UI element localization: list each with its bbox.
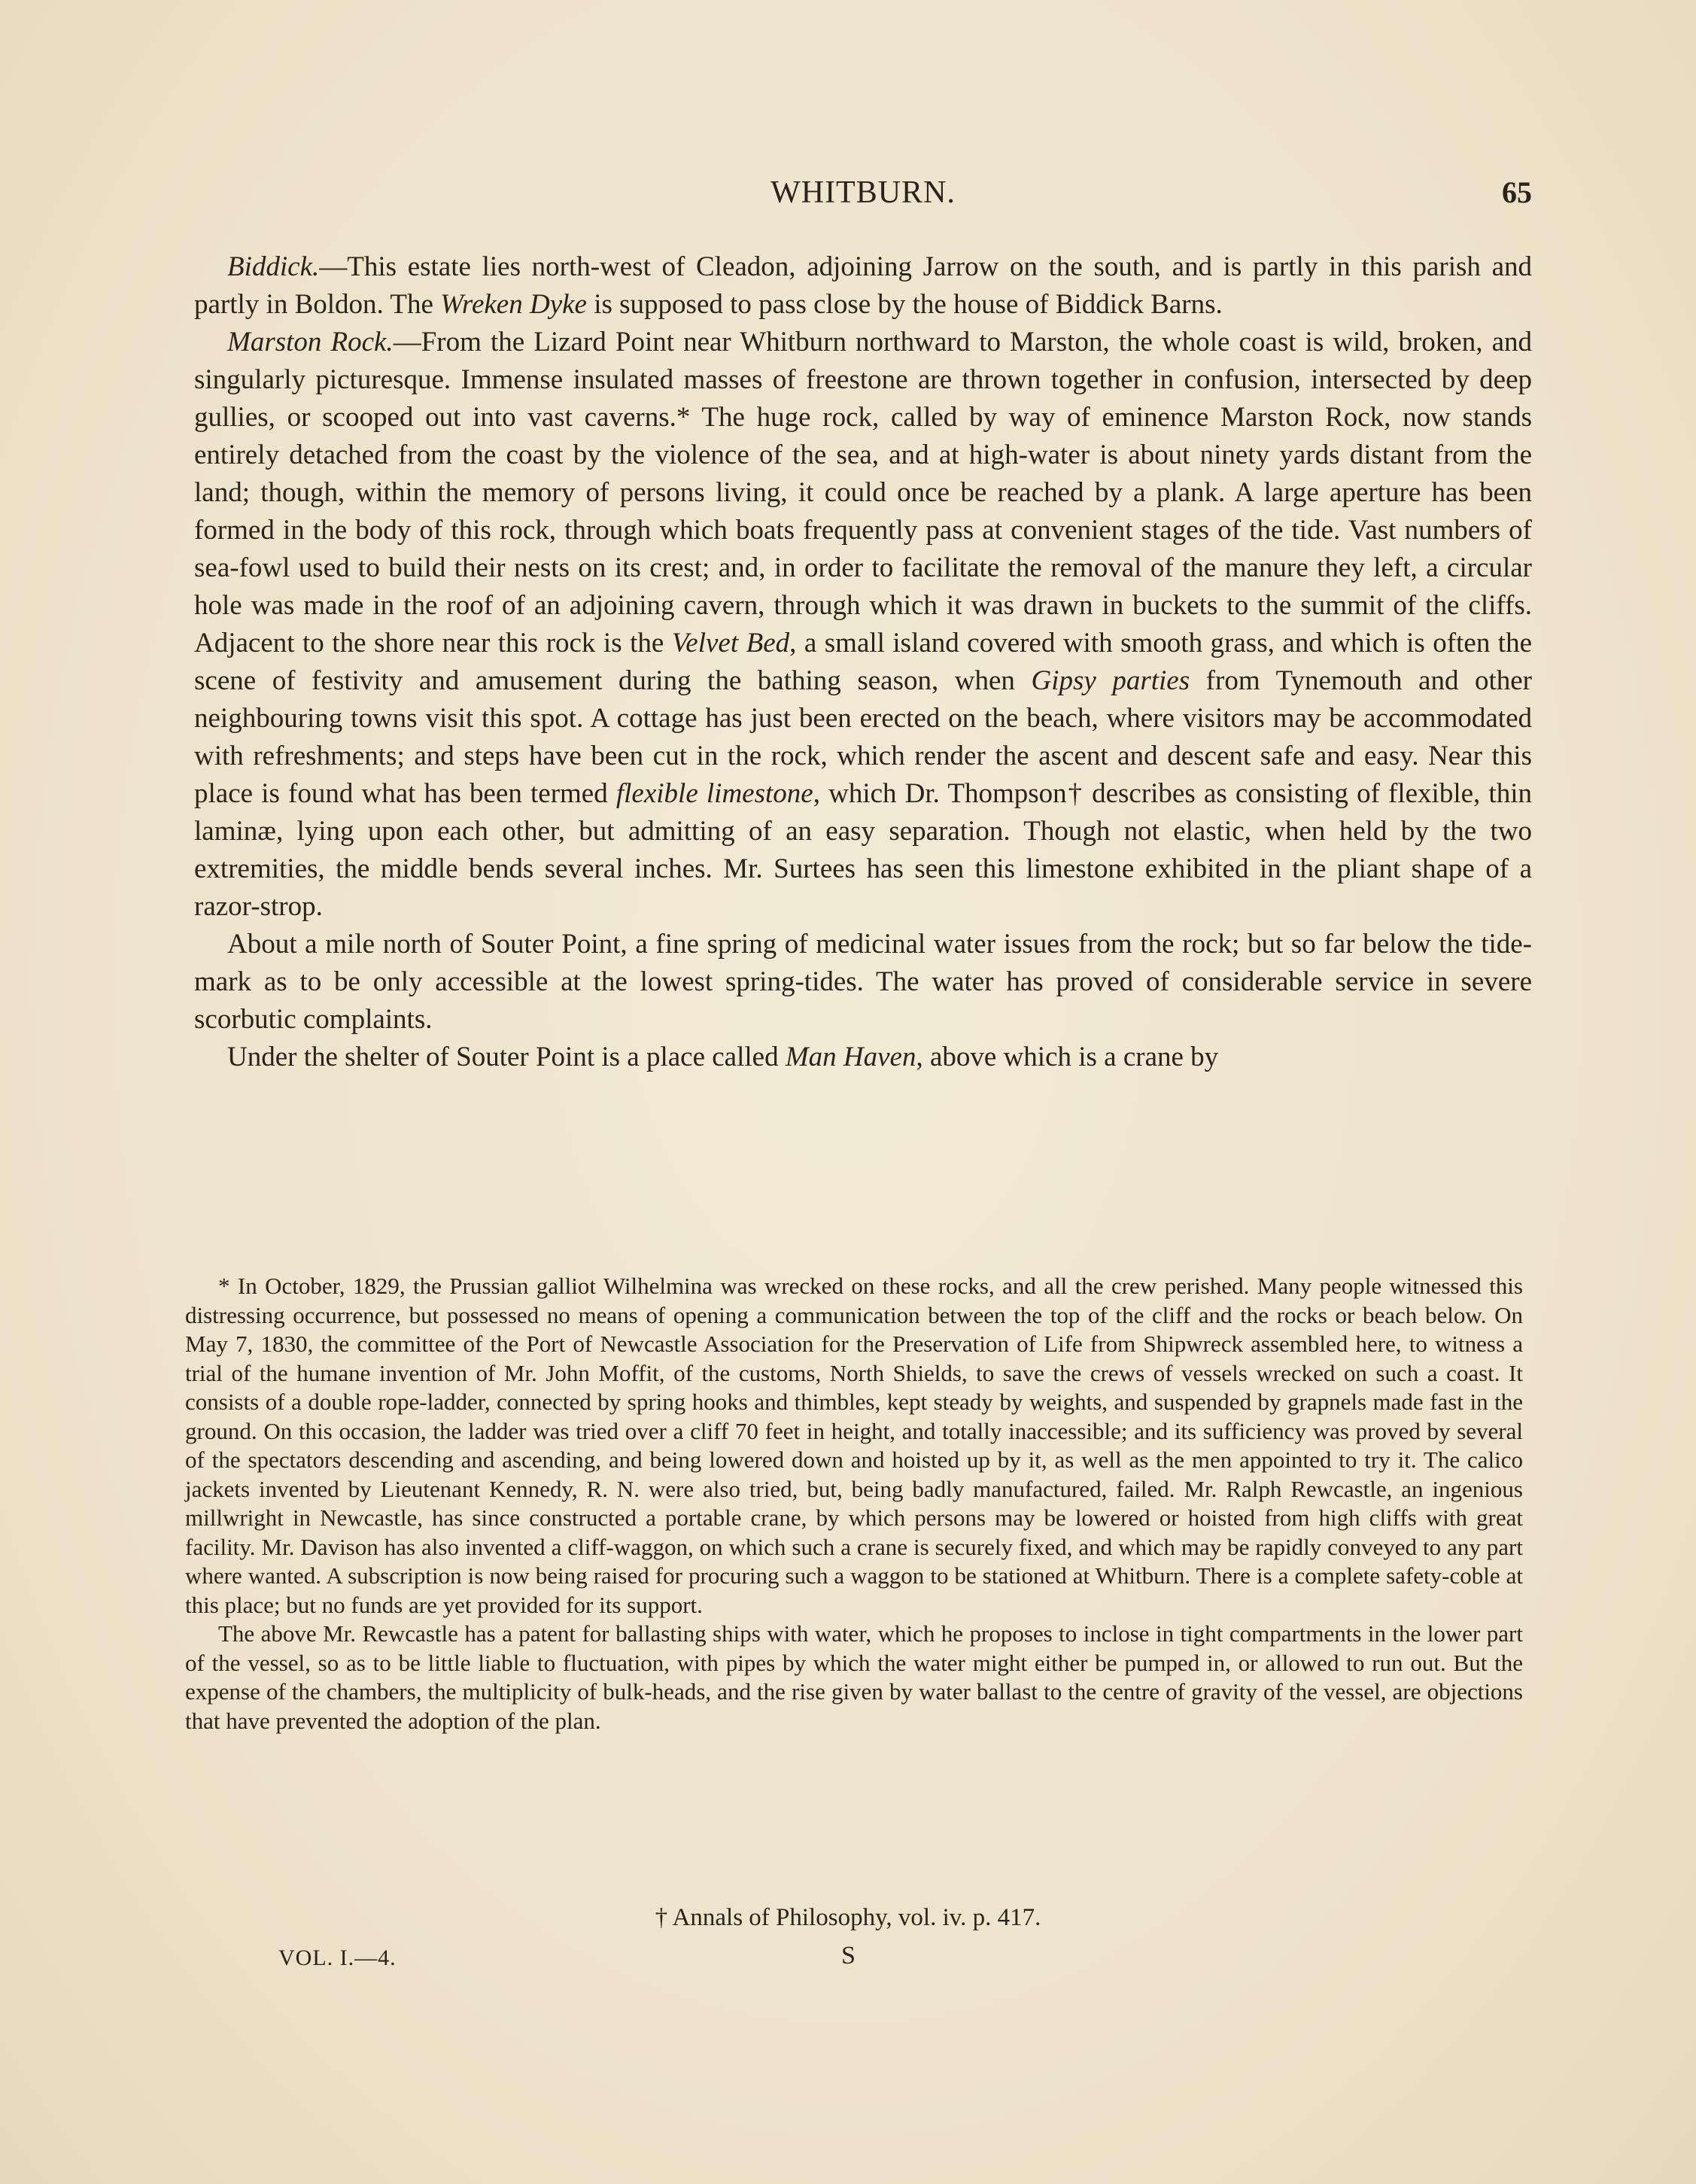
footnote-dagger: † Annals of Philosophy, vol. iv. p. 417. [655, 1904, 1041, 1931]
paragraph-text: —This estate lies north-west of Cleadon, adjoining Jarrow on the south, and is partly in this parish and partly in Boldon. The [194, 251, 1532, 320]
footnotes [185, 1272, 1523, 1735]
paragraph-text: , above which is a crane by [916, 1042, 1219, 1072]
section-heading-marston-rock: Marston Rock. [227, 327, 394, 357]
page-header [194, 175, 1532, 220]
italic-term: Gipsy parties [1031, 665, 1190, 696]
main-text [194, 248, 1532, 1076]
italic-term: Velvet Bed [671, 628, 790, 659]
section-heading-biddick: Biddick. [227, 251, 320, 282]
signature-mark: S [841, 1942, 856, 1970]
paragraph-man-haven [194, 1039, 1532, 1076]
footnote-continuation: The above Mr. Rewcastle has a patent for ballasting ships with water, which he proposes to inclose in tight compartments in the lower part of the vessel, so as to be little liable to fluctuation, with pipes by which the water might either be pumped in, or allowed to run out. But the expense of the chambers, the multiplicity of bulk-heads, and the rise given by water ballast to the centre of gravity of the vessel, are objections that have prevented the adoption of the plan. [185, 1620, 1523, 1734]
paragraph-text: —From the Lizard Point near Whitburn northward to Marston, the whole coast is wild, broken, and singularly picturesque. Immense insulated masses of freestone are thrown together in confusion, intersected by deep gullies, or scooped out into vast caverns.* The huge rock, called by way of eminence Marston Rock, now stands entirely detached from the coast by the violence of the sea, and at high-water is about ninety yards distant from the land; though, within the memory of persons living, it could once be reached by a plank. A large aperture has been formed in the body of this rock, through which boats frequently pass at convenient stages of the tide. Vast numbers of sea-fowl used to build their nests on its crest; and, in order to facilitate the removal of the manure they left, a circular hole was made in the roof of an adjoining cavern, through which it was drawn in buckets to the summit of the cliffs. Adjacent to the shore near this rock is the [194, 327, 1532, 659]
volume-signature: VOL. I.—4. [278, 1945, 397, 1970]
paragraph-marston-rock [194, 324, 1532, 926]
paragraph-text: from Tynemouth and other neighbouring towns visit this spot. A cottage has just been erected on the beach, where visitors may be accommodated with refreshments; and steps have been cut in the rock, which render the ascent and descent safe and easy. Near this place is found what has been termed [194, 665, 1533, 809]
italic-term: flexible limestone [615, 778, 813, 809]
running-title: WHITBURN. [770, 175, 956, 210]
paragraph-text: Under the shelter of Souter Point is a place called [227, 1042, 786, 1072]
paragraph-biddick [194, 248, 1532, 324]
paragraph-text: is supposed to pass close by the house of Biddick Barns. [586, 289, 1223, 320]
footnote-asterisk: * In October, 1829, the Prussian galliot Wilhelmina was wrecked on these rocks, and all the crew perished. Many people witnessed this distressing occurrence, but possessed no means of opening a communication between the top of the cliff and the rocks or beach below. On May 7, 1830, the committee of the Port of Newcastle Association for the Preservation of Life from Shipwreck assembled here, to witness a trial of the humane invention of Mr. John Moffit, of the customs, North Shields, to save the crews of vessels wrecked on such a coast. It consists of a double rope-ladder, connected by spring hooks and thimbles, kept steady by weights, and suspended by grapnels made fast in the ground. On this occasion, the ladder was tried over a cliff 70 feet in height, and totally inaccessible; and its sufficiency was proved by several of the spectators descending and ascending, and being lowered down and hoisted up by it, as well as the men appointed to try it. The calico jackets invented by Lieutenant Kennedy, R. N. were also tried, but, being badly manufactured, failed. Mr. Ralph Rewcastle, an ingenious millwright in Newcastle, has since constructed a portable crane, by which persons may be lowered or hoisted from high cliffs with great facility. Mr. Davison has also invented a cliff-waggon, on which such a crane is securely fixed, and which may be rapidly conveyed to any part where wanted. A subscription is now being raised for procuring such a waggon to be stationed at Whitburn. There is a complete safety-coble at this place; but no funds are yet provided for its support. [185, 1273, 1523, 1618]
italic-term: Wreken Dyke [440, 289, 587, 320]
paragraph-text: , a small island covered with smooth grass, and which is often the scene of festivity and amusement during the bathing season, when [194, 628, 1533, 696]
page-number: 65 [1502, 175, 1532, 209]
italic-term: Man Haven [785, 1042, 916, 1072]
paragraph-text: , which Dr. Thompson† describes as consisting of flexible, thin laminæ, lying upon each other, but admitting of an easy separation. Though not elastic, when held by the two extremities, the middle bends several inches. Mr. Surtees has seen this limestone exhibited in the pliant shape of a razor-strop. [194, 778, 1532, 922]
paragraph-spring: About a mile north of Souter Point, a fine spring of medicinal water issues from the rock; but so far below the tide-mark as to be only accessible at the lowest spring-tides. The water has proved of considerable service in severe scorbutic complaints. [194, 929, 1532, 1035]
